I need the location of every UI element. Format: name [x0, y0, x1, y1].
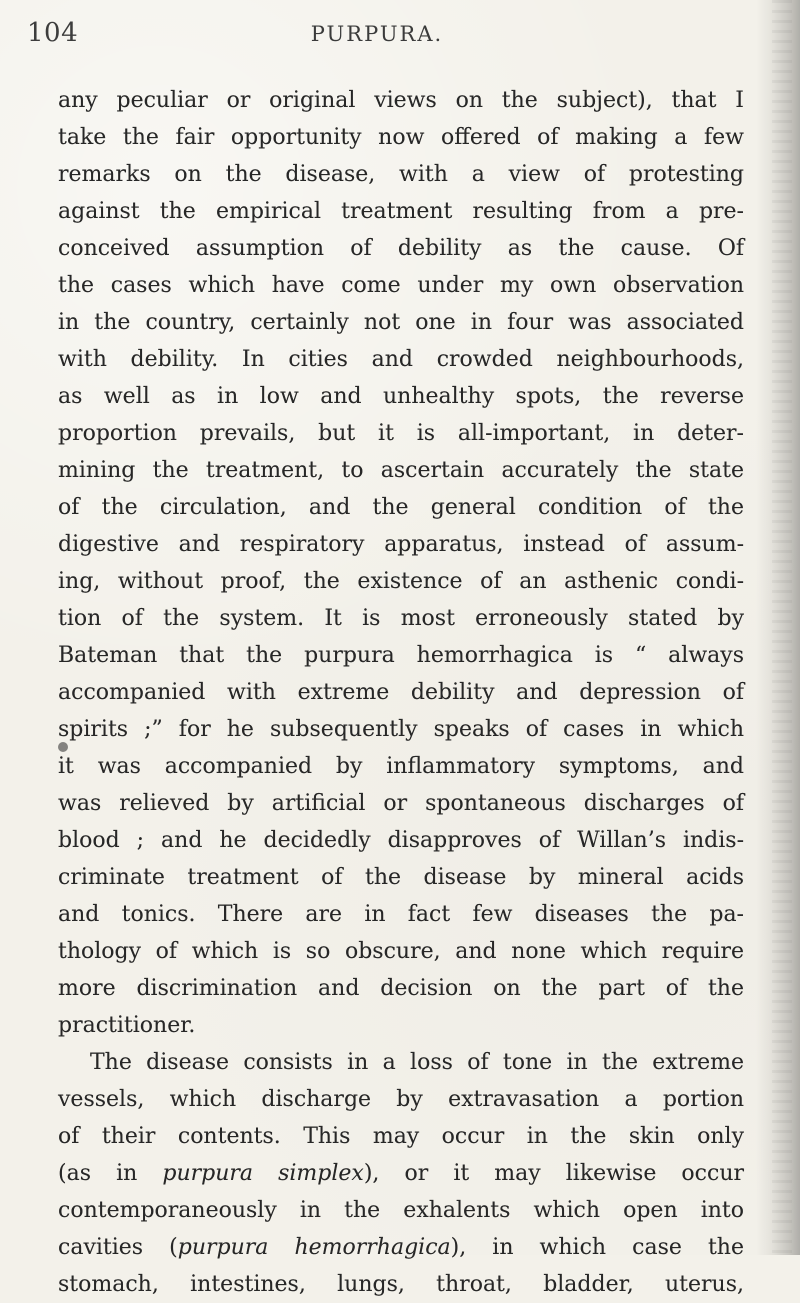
- text-line-19: it was accompanied by inflammatory symptoms, and: [58, 754, 744, 779]
- text-line-4: against the empirical treatment resulting from a pre-: [58, 199, 744, 224]
- text-line-30-after: ), or it may likewise occur: [363, 1161, 744, 1186]
- text-line-17: accompanied with extreme debility and depression of: [58, 680, 744, 705]
- text-line-10: proportion prevails, but it is all-important, in deter-: [58, 421, 744, 446]
- text-line-1: any peculiar or original views on the subject), that I: [58, 88, 744, 113]
- text-line-6: the cases which have come under my own observation: [58, 273, 744, 298]
- text-line-33: stomach, intestines, lungs, throat, bladder, uterus,: [58, 1272, 744, 1297]
- text-line-2: take the fair opportunity now offered of making a few: [58, 125, 744, 150]
- text-line-25: more discrimination and decision on the part of the: [58, 976, 744, 1001]
- text-line-27: The disease consists in a loss of tone in the extreme: [90, 1050, 744, 1075]
- text-line-32-after: ), in which case the: [450, 1235, 744, 1260]
- text-line-21: blood ; and he decidedly disapproves of Willan’s indis-: [58, 828, 744, 853]
- text-line-26: practitioner.: [58, 1013, 196, 1038]
- text-line-30-before: (as in: [58, 1161, 163, 1186]
- text-line-32: [58, 1229, 744, 1266]
- text-line-22: criminate treatment of the disease by mineral acids: [58, 865, 744, 890]
- text-line-30: [58, 1155, 744, 1192]
- text-line-13: digestive and respiratory apparatus, instead of assum-: [58, 532, 744, 557]
- page-edge-texture: [772, 0, 792, 1255]
- text-line-24: thology of which is so obscure, and none which require: [58, 939, 744, 964]
- text-line-7: in the country, certainly not one in four was associated: [58, 310, 744, 335]
- text-line-14: ing, without proof, the existence of an asthenic condi-: [58, 569, 744, 594]
- running-head: [27, 18, 727, 52]
- page-number: 104: [27, 18, 79, 48]
- text-line-32-before: cavities (: [58, 1235, 178, 1260]
- running-title: PURPURA.: [310, 22, 444, 46]
- main-text-block: [58, 82, 744, 1303]
- text-line-8: with debility. In cities and crowded neighbourhoods,: [58, 347, 744, 372]
- text-line-11: mining the treatment, to ascertain accurately the state: [58, 458, 744, 483]
- text-line-12: of the circulation, and the general condition of the: [58, 495, 744, 520]
- text-line-18: spirits ;” for he subsequently speaks of cases in which: [58, 717, 744, 742]
- text-line-5: conceived assumption of debility as the cause. Of: [58, 236, 744, 261]
- text-line-30-italic: purpura simplex: [162, 1161, 364, 1186]
- text-line-32-italic: purpura hemorrhagica: [177, 1235, 451, 1260]
- text-line-16: Bateman that the purpura hemorrhagica is “ always: [58, 643, 744, 668]
- text-line-28: vessels, which discharge by extravasation a portion: [58, 1087, 744, 1112]
- text-line-3: remarks on the disease, with a view of protesting: [58, 162, 744, 187]
- text-line-9: as well as in low and unhealthy spots, the reverse: [58, 384, 744, 409]
- text-line-29: of their contents. This may occur in the skin only: [58, 1124, 744, 1149]
- text-line-15: tion of the system. It is most erroneously stated by: [58, 606, 744, 631]
- text-line-20: was relieved by artificial or spontaneous discharges of: [58, 791, 744, 816]
- text-line-23: and tonics. There are in fact few diseases the pa-: [58, 902, 744, 927]
- text-line-31: contemporaneously in the exhalents which open into: [58, 1198, 744, 1223]
